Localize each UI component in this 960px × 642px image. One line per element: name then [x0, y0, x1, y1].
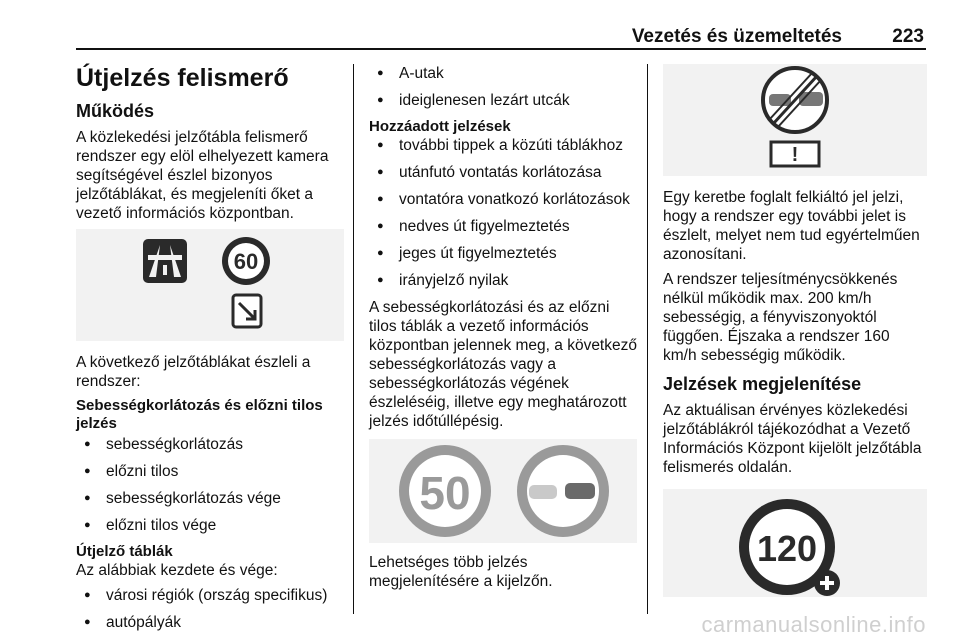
list-item: ● nedves út figyelmeztetés: [369, 217, 637, 236]
group2-list: [76, 586, 344, 632]
figure-multiple-signs-svg: [369, 439, 637, 543]
figure-motorway-speed-sign: [76, 229, 344, 341]
direction-arrow-sign-icon: [233, 295, 261, 327]
page-number: 223: [892, 26, 924, 47]
detects-paragraph: A következő jelzőtáblákat észleli a rendszer:: [76, 354, 311, 390]
group1-title: Sebességkorlátozás és előzni tilos jelzés: [76, 397, 323, 432]
display-heading: Jelzések megjelenítése: [663, 374, 862, 394]
warning-frame-icon: [771, 142, 819, 166]
speed-value-120: 120: [756, 528, 818, 569]
page-header: [76, 20, 926, 50]
group2-title: Útjelző táblák: [76, 543, 173, 560]
no-overtaking-sign-icon: [517, 445, 609, 537]
intro-paragraph: A közlekedési jelzőtábla felismerő rendszer egy elöl elhelyezett kamera segítségével észlel bizonyos jelzőtáblákat, és megjeleníti őket a vezető információs központban.: [76, 129, 329, 222]
figure-end-no-overtaking-svg: [663, 64, 927, 176]
group1-list: [76, 435, 344, 535]
section-heading: Útjelzés felismerő: [76, 64, 289, 92]
list-item: ● előzni tilos vége: [76, 516, 344, 535]
column-1: [76, 64, 344, 640]
speed-value-50: 50: [419, 467, 471, 519]
list-item: ● utánfutó vontatás korlátozása: [369, 163, 637, 182]
running-title: Vezetés és üzemeltetés: [631, 26, 842, 47]
column-3: [663, 64, 927, 597]
list-item: ● sebességkorlátozás vége: [76, 489, 344, 508]
figure-speed-120-plus: [663, 489, 927, 597]
plus-icon: [814, 570, 840, 596]
end-of-no-overtaking-sign-icon: [763, 68, 827, 132]
list-item: ● jeges út figyelmeztetés: [369, 244, 637, 263]
speed-range-paragraph: A rendszer teljesítménycsökkenés nélkül működik max. 200 km/h sebességig, a fényviszonyoktól függően. Éjszaka a rendszer 160 km/h sebességig működik.: [663, 271, 898, 364]
list-item: ● további tippek a közúti táblákhoz: [369, 136, 637, 155]
unidentified-sign-paragraph: Egy keretbe foglalt felkiáltó jel jelzi, hogy a rendszer egy további jelet is észlelt, melyet nem tud egyértelműen azonosítani.: [663, 189, 920, 263]
figure-caption: Lehetséges több jelzés megjelenítésére a kijelzőn.: [369, 554, 553, 590]
list-item: ● vontatóra vonatkozó korlátozások: [369, 190, 637, 209]
list-item: ● sebességkorlátozás: [76, 435, 344, 454]
list-item: ● ideiglenesen lezárt utcák: [369, 91, 637, 110]
figure-motorway-speed-svg: [76, 229, 344, 341]
speed-limit-sign-icon: [222, 237, 270, 285]
exclamation-glyph: !: [791, 144, 799, 166]
figure-end-no-overtaking-warning: [663, 64, 927, 176]
list-item: ● A-utak: [369, 64, 637, 83]
header-rule: [76, 48, 926, 50]
subsection-heading: Működés: [76, 101, 155, 121]
speed-value-60: 60: [233, 249, 259, 274]
figure-speed-120-svg: [663, 489, 927, 597]
column-2: [369, 64, 637, 597]
list-item: ● autópályák: [76, 613, 344, 632]
column-divider-1: [353, 64, 354, 614]
road-types-list: [369, 64, 637, 110]
column-divider-2: [647, 64, 648, 614]
list-item: ● városi régiók (ország specifikus): [76, 586, 344, 605]
added-signs-title: Hozzáadott jelzések: [369, 118, 511, 135]
list-item: ● előzni tilos: [76, 462, 344, 481]
figure-multiple-signs: [369, 439, 637, 543]
list-item: ● irányjelző nyilak: [369, 271, 637, 290]
info-center-paragraph: Az aktuálisan érvényes közlekedési jelzőtáblákról tájékozódhat a Vezető Információs Központ kijelölt jelzőtábla felismerés oldalán.: [663, 402, 922, 476]
motorway-sign-icon: [143, 239, 187, 283]
added-signs-list: [369, 136, 637, 290]
speed-limit-sign-icon: [399, 445, 491, 537]
display-paragraph: A sebességkorlátozási és az előzni tilos táblák a vezető információs központban jelennek meg, a következő sebességkorlátozás vagy a sebességkorlátozás végének észleléséig, illetve egy meghatározott jelzés időtúllépésig.: [369, 299, 637, 430]
group2-text: Az alábbiak kezdete és vége:: [76, 562, 278, 579]
watermark: carmanualsonline.info: [701, 612, 926, 637]
